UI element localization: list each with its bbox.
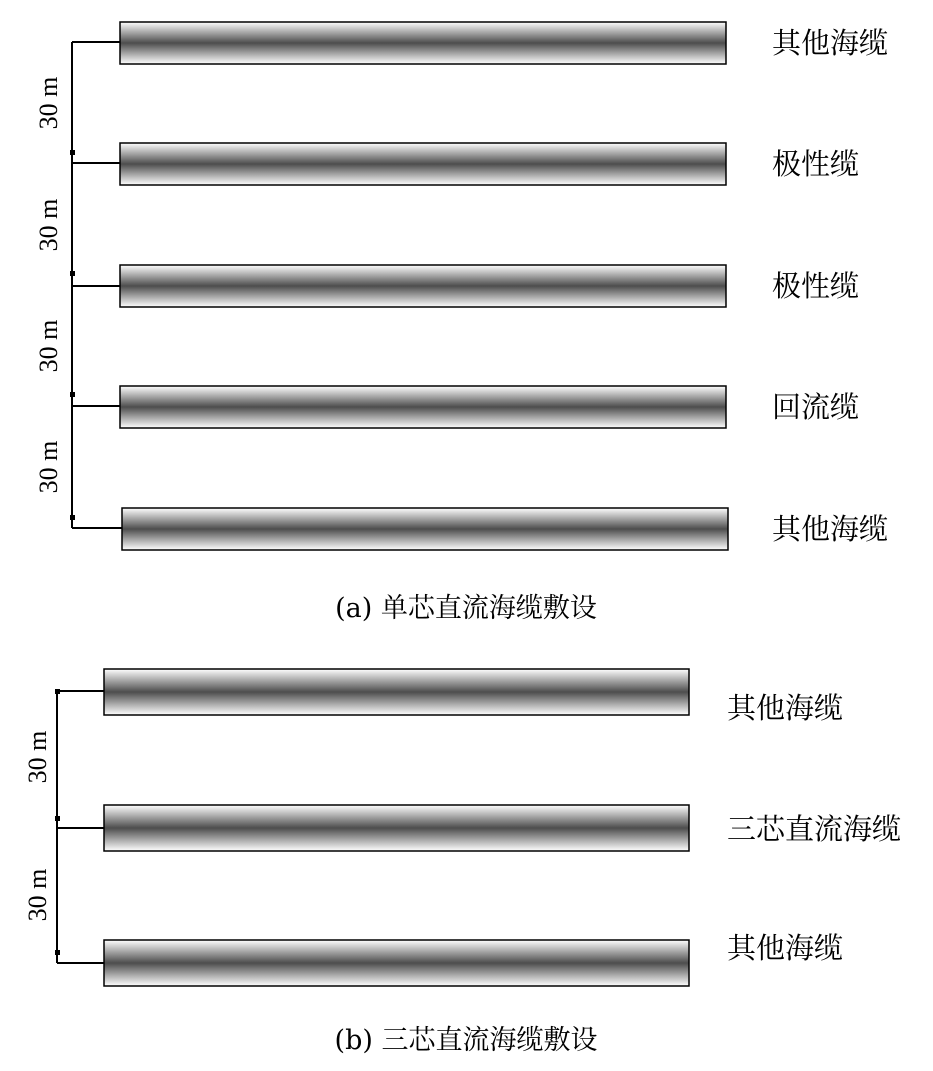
panel-caption: (b) 三芯直流海缆敷设 <box>334 1025 598 1056</box>
spacing-label: 30 m <box>23 868 52 922</box>
tick-mark <box>70 150 75 155</box>
cable-label: 三芯直流海缆 <box>727 812 902 846</box>
tick-mark <box>70 271 75 276</box>
cable-bar <box>122 508 728 550</box>
panel-b <box>23 669 901 1056</box>
tick-mark <box>55 816 60 821</box>
panel-a <box>34 22 888 624</box>
cable-label: 回流缆 <box>772 390 860 424</box>
spacing-label: 30 m <box>34 198 63 252</box>
tick-mark <box>70 515 75 520</box>
cable-label: 其他海缆 <box>772 26 889 60</box>
cable-bar <box>120 386 726 428</box>
tick-mark <box>55 689 60 694</box>
cable-label: 极性缆 <box>772 147 860 181</box>
cable-bar <box>120 22 726 64</box>
panel-caption: (a) 单芯直流海缆敷设 <box>335 593 597 624</box>
cable-bar <box>120 265 726 307</box>
spacing-label: 30 m <box>34 440 63 494</box>
cable-bar <box>120 143 726 185</box>
cable-label: 极性缆 <box>772 269 860 303</box>
spacing-label: 30 m <box>34 76 63 130</box>
spacing-label: 30 m <box>23 730 52 784</box>
cable-bar <box>104 805 689 851</box>
cable-bar <box>104 940 689 986</box>
cable-bar <box>104 669 689 715</box>
tick-mark <box>70 392 75 397</box>
cable-label: 其他海缆 <box>727 691 844 725</box>
tick-mark <box>55 950 60 955</box>
cable-label: 其他海缆 <box>727 931 844 965</box>
spacing-label: 30 m <box>34 319 63 373</box>
cable-label: 其他海缆 <box>772 512 889 546</box>
